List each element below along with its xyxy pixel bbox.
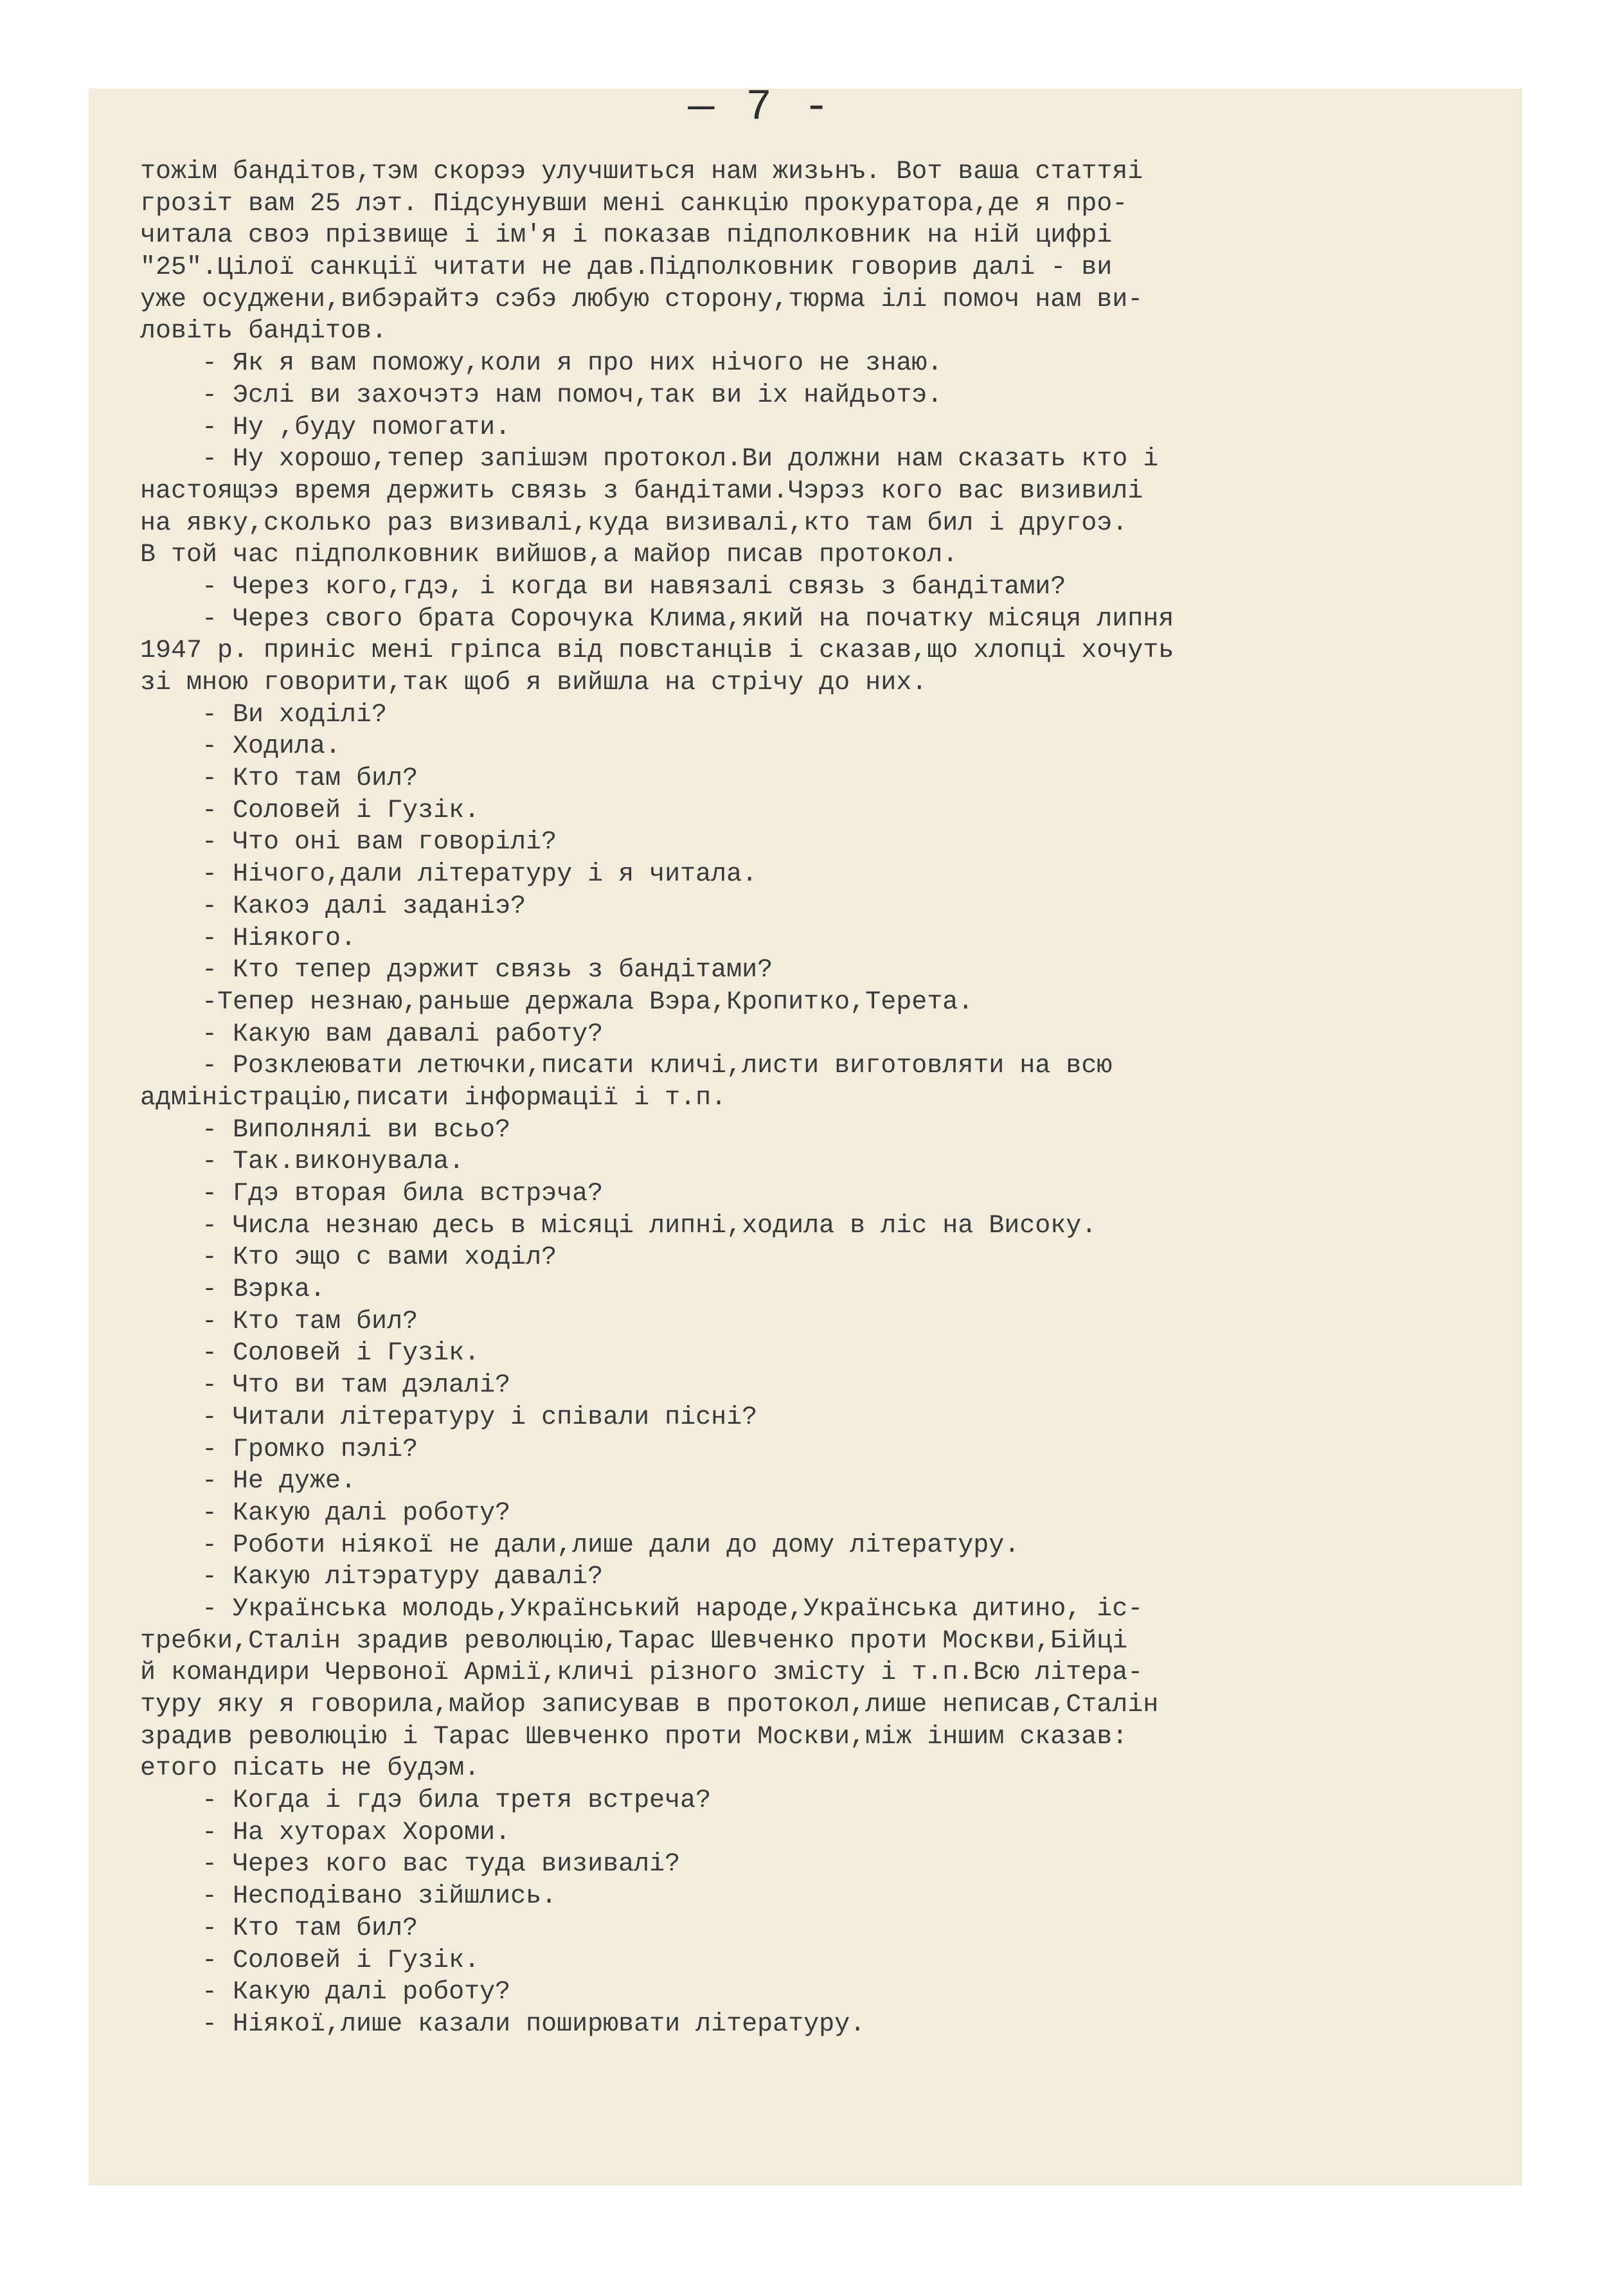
text-line: - Читали літературу і співали пісні?	[140, 1403, 758, 1432]
text-line: грозіт вам 25 лэт. Підсунувши мені санкцію прокуратора,де я про-	[140, 189, 1128, 219]
text-line: - Ніякої,лише казали поширювати літературу.	[140, 2009, 866, 2039]
text-line: - На хуторах Хороми.	[140, 1818, 511, 1847]
text-line: "25".Цілої санкції читати не дав.Підполковник говорив далі - ви	[140, 253, 1113, 283]
text-line: - Через свого брата Сорочука Клима,який на початку місяця липня	[140, 604, 1174, 634]
text-line: - Ну ,буду помогати.	[140, 413, 511, 442]
text-line: - Кто тепер дэржит связь з бандітами?	[140, 956, 773, 985]
text-line: - Ніякого.	[140, 924, 357, 953]
text-line: етого пісать не будэм.	[140, 1754, 480, 1784]
text-line: требки,Сталін зрадив революцію,Тарас Шевченко проти Москви,Бійці	[140, 1626, 1128, 1656]
text-line: - Эслі ви захочэтэ нам помоч,так ви іх найдьотэ.	[140, 381, 943, 410]
text-line: - Нічого,дали літературу і я читала.	[140, 860, 758, 890]
typed-text-body	[140, 156, 1516, 2041]
text-line: 1947 р. приніс мені гріпса від повстанців і сказав,що хлопці хочуть	[140, 636, 1174, 666]
text-line: й командири Червоної Армії,кличі різного змісту і т.п.Всю літера-	[140, 1658, 1143, 1688]
text-line: - Соловей і Гузік.	[140, 1339, 480, 1368]
text-line: - Ходила.	[140, 732, 341, 762]
text-line: - Не дуже.	[140, 1467, 357, 1496]
text-line: на явку,сколько раз визивалі,куда визивалі,кто там бил і другоэ.	[140, 508, 1128, 538]
text-line: - Виполнялі ви всьо?	[140, 1115, 511, 1145]
text-line: - Когда і гдэ била третя встреча?	[140, 1786, 712, 1816]
text-line: туру яку я говорила,майор записував в протокол,лише неписав,Сталін	[140, 1691, 1159, 1719]
text-line: - Соловей і Гузік.	[140, 796, 480, 825]
text-line: - Через кого вас туда визивалі?	[140, 1850, 681, 1879]
text-line: - Кто там бил?	[140, 1914, 418, 1943]
text-line: - Вэрка.	[140, 1275, 326, 1305]
text-line: -Тепер незнаю,раньше держала Вэра,Кропитко,Терета.	[140, 987, 974, 1017]
text-line: адміністрацію,писати інформації і т.п.	[140, 1083, 727, 1113]
text-line: - Какую далі роботу?	[140, 1978, 511, 2007]
text-line: - Так.виконувала.	[140, 1147, 465, 1177]
text-line: - Какую вам давалі работу?	[140, 1019, 604, 1049]
text-line: - Як я вам поможу,коли я про них нічого не знаю.	[140, 349, 943, 379]
text-line: - Громко пэлі?	[140, 1435, 418, 1464]
text-line: настоящээ время держить связь з бандітами.Чэрэз кого вас визивилі	[140, 476, 1143, 506]
text-line: ловіть бандітов.	[140, 317, 388, 346]
text-line: - Кто эщо с вами ходіл?	[140, 1243, 557, 1273]
text-line: - Какую далі роботу?	[140, 1498, 511, 1528]
text-line: - Роботи ніякої не дали,лише дали до дому літературу.	[140, 1530, 1020, 1560]
text-line: тожім бандітов,тэм скорээ улучшиться нам жизьнъ. Вот ваша статтяi	[140, 157, 1143, 186]
text-line: зрадив революцію і Тарас Шевченко проти Москви,між іншим сказав:	[140, 1722, 1128, 1752]
text-line: - Українська молодь,Український народе,Українська дитино, іс-	[140, 1594, 1143, 1624]
text-line: читала своэ прізвище і ім'я і показав підполковник на ній цифрі	[140, 221, 1113, 251]
text-line: уже осуджени,вибэрайтэ сэбэ любую сторону,тюрма ілі помоч нам ви-	[140, 285, 1143, 314]
text-line: В той час підполковник вийшов,а майор писав протокол.	[140, 541, 958, 570]
text-line: - Кто там бил?	[140, 1307, 418, 1336]
text-line: - Кто там бил?	[140, 764, 418, 794]
text-line: - Что ви там дэлалі?	[140, 1371, 511, 1401]
text-line: - Розклеювати летючки,писати кличі,листи виготовляти на всю	[140, 1052, 1113, 1081]
page-number: — 7 -	[688, 83, 832, 132]
text-line: - Что оні вам говорілі?	[140, 828, 557, 857]
text-line: - Числа незнаю десь в місяці липні,ходила в ліс на Високу.	[140, 1211, 1097, 1241]
text-line: - Гдэ вторая била встрэча?	[140, 1179, 604, 1208]
text-line: зі мною говорити,так щоб я вийшла на стрічу до них.	[140, 668, 928, 697]
text-line: - Через кого,гдэ, і когда ви навязалі связь з бандітами?	[140, 572, 1066, 602]
text-line: - Какую літэратуру давалі?	[140, 1563, 604, 1592]
text-line: - Соловей і Гузік.	[140, 1946, 480, 1975]
text-line: - Ну хорошо,тепер запішэм протокол.Ви должни нам сказать кто і	[140, 445, 1159, 474]
text-line: - Какоэ далі заданіэ?	[140, 892, 526, 921]
text-line: - Несподівано зійшлись.	[140, 1882, 557, 1912]
text-line: - Ви ходілі?	[140, 700, 388, 730]
